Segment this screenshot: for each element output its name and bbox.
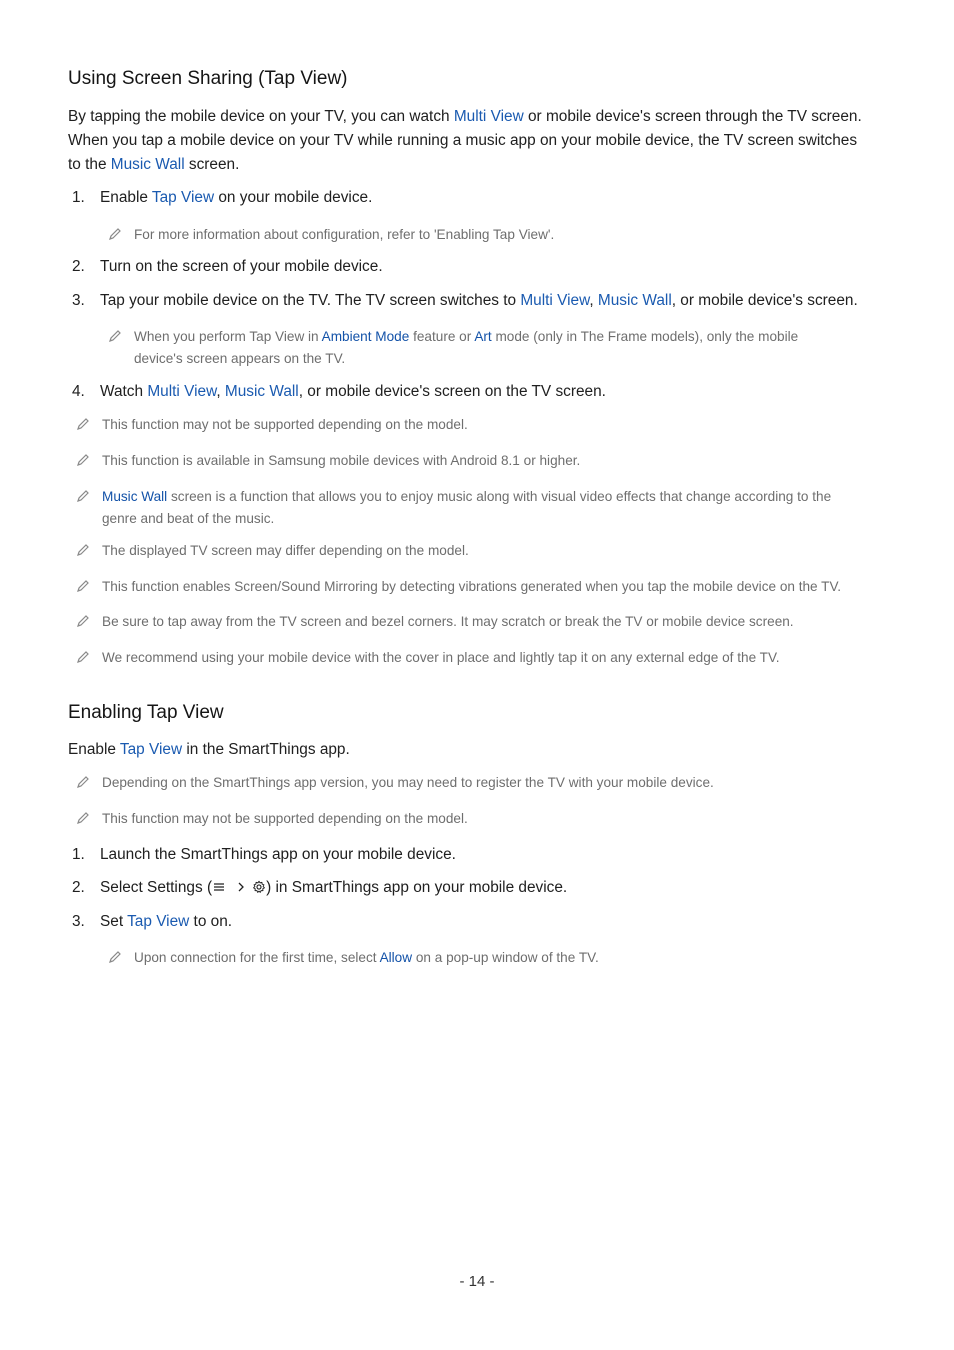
text: Upon connection for the first time, select (134, 950, 380, 965)
pencil-icon (76, 650, 90, 664)
section-title: Using Screen Sharing (Tap View) (68, 68, 348, 89)
text: genre and beat of the music. (102, 511, 275, 526)
note-text: This function may not be supported depending on the model. (102, 417, 468, 432)
step-number: 3. (72, 913, 85, 930)
pencil-icon (76, 417, 90, 431)
text: When you tap a mobile device on your TV while running a music app on your mobile device, the TV screen switches (68, 132, 858, 149)
pencil-icon (76, 489, 90, 503)
link-ambient-mode[interactable]: Ambient Mode (321, 329, 410, 344)
link-allow[interactable]: Allow (379, 950, 413, 965)
text: mode (only in The Frame models), only the mobile (491, 329, 799, 344)
link-multi-view[interactable]: Multi View (147, 383, 217, 400)
text: screen is a function that allows you to enjoy music along with visual video effects that change according to the (167, 489, 832, 504)
link-multi-view[interactable]: Multi View (520, 292, 590, 309)
link-tap-view[interactable]: Tap View (127, 913, 190, 930)
step-number: 1. (72, 189, 85, 206)
text: on your mobile device. (214, 189, 373, 206)
step-number: 2. (72, 879, 85, 896)
step-number: 1. (72, 846, 85, 863)
link-music-wall[interactable]: Music Wall (102, 489, 168, 504)
link-tap-view[interactable]: Tap View (151, 189, 215, 206)
section-intro (68, 738, 898, 762)
pencil-icon (76, 614, 90, 628)
link-music-wall[interactable]: Music Wall (224, 383, 299, 400)
step-number: 3. (72, 292, 85, 309)
text: , (589, 292, 598, 309)
gear-icon (252, 880, 266, 894)
text: When you perform Tap View in (134, 329, 322, 344)
step-number: 2. (72, 258, 85, 275)
text: Set (100, 913, 128, 930)
section-intro (68, 105, 898, 177)
note-text: This function is available in Samsung mobile devices with Android 8.1 or higher. (102, 453, 581, 468)
note-text: The displayed TV screen may differ depending on the model. (102, 543, 469, 558)
step-number: 4. (72, 383, 85, 400)
pencil-icon (76, 811, 90, 825)
link-music-wall[interactable]: Music Wall (110, 156, 185, 173)
chevron-right-icon (234, 880, 248, 894)
menu-icon (212, 880, 226, 894)
text: Tap your mobile device on the TV. The TV screen switches to (100, 292, 521, 309)
pencil-icon (76, 543, 90, 557)
text: By tapping the mobile device on your TV, you can watch (68, 108, 454, 125)
text: screen. (184, 156, 240, 173)
pencil-icon (76, 579, 90, 593)
link-multi-view[interactable]: Multi View (453, 108, 524, 125)
pencil-icon (76, 775, 90, 789)
note-text: This function enables Screen/Sound Mirroring by detecting vibrations generated when you tap the mobile device on the TV. (102, 579, 842, 594)
text: Select Settings ( (100, 879, 213, 896)
text: to the (68, 156, 111, 173)
text: ) in SmartThings app on your mobile device. (266, 879, 568, 896)
text: , or mobile device's screen. (671, 292, 858, 309)
text: Watch (100, 383, 148, 400)
step-text: Launch the SmartThings app on your mobile device. (100, 846, 456, 863)
note-text: Depending on the SmartThings app version, you may need to register the TV with your mobile device. (102, 775, 714, 790)
text: feature or (409, 329, 475, 344)
text: in the SmartThings app. (182, 741, 350, 758)
step-text: Turn on the screen of your mobile device. (100, 258, 383, 275)
pencil-icon (108, 950, 122, 964)
text: device's screen appears on the TV. (134, 351, 346, 366)
text: to on. (189, 913, 233, 930)
note-text: This function may not be supported depending on the model. (102, 811, 468, 826)
text: or mobile device's screen through the TV screen. (523, 108, 862, 125)
note-text: Be sure to tap away from the TV screen and bezel corners. It may scratch or break the TV or mobile device screen. (102, 614, 794, 629)
note-text: For more information about configuration, refer to 'Enabling Tap View'. (134, 227, 555, 242)
link-art[interactable]: Art (474, 329, 492, 344)
link-tap-view[interactable]: Tap View (119, 741, 183, 758)
text: Enable (100, 189, 152, 206)
pencil-icon (108, 227, 122, 241)
text: on a pop-up window of the TV. (412, 950, 599, 965)
pencil-icon (76, 453, 90, 467)
text: , or mobile device's screen on the TV screen. (298, 383, 606, 400)
section-title: Enabling Tap View (68, 702, 224, 723)
text: Enable (68, 741, 120, 758)
note-text: We recommend using your mobile device with the cover in place and lightly tap it on any external edge of the TV. (102, 650, 780, 665)
link-music-wall[interactable]: Music Wall (597, 292, 672, 309)
page-number: - 14 - (459, 1273, 495, 1290)
pencil-icon (108, 329, 122, 343)
text: , (216, 383, 225, 400)
